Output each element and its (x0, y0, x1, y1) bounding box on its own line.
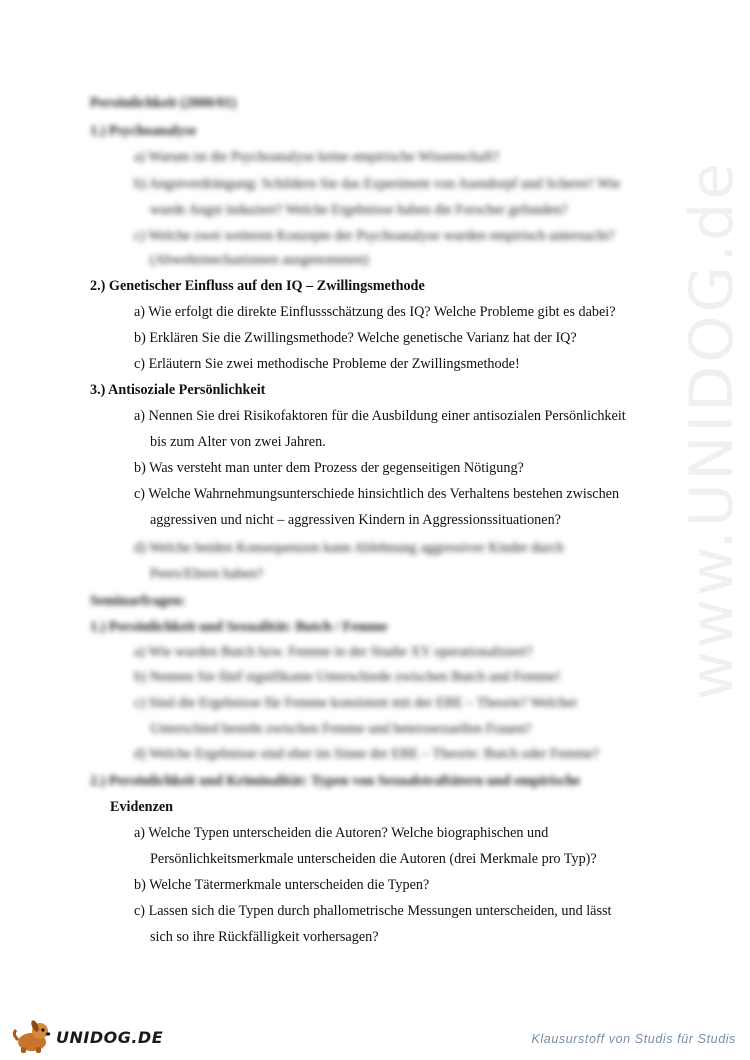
question-continuation: Peers/Eltern haben? (150, 566, 264, 582)
question: c) Lassen sich die Typen durch phallometrische Messungen unterscheiden, und lässt (134, 903, 612, 919)
question: a) Wie wurden Butch bzw. Femme in der Studie XY operationalisiert? (134, 644, 533, 660)
question: a) Welche Typen unterscheiden die Autoren? Welche biographischen und (134, 825, 549, 841)
question: a) Wie erfolgt die direkte Einflussschätzung des IQ? Welche Probleme gibt es dabei? (134, 304, 616, 320)
question: b) Erklären Sie die Zwillingsmethode? Welche genetische Varianz hat der IQ? (134, 330, 577, 346)
question-continuation: aggressiven und nicht – aggressiven Kindern in Aggressionssituationen? (150, 512, 561, 528)
question-continuation: bis zum Alter von zwei Jahren. (150, 434, 326, 450)
question-continuation: Unterschied besteht zwischen Femme und heterosexuellen Frauen? (150, 721, 532, 737)
question: c) Welche Wahrnehmungsunterschiede hinsichtlich des Verhaltens bestehen zwischen (134, 486, 620, 502)
question: d) Welche beiden Konsequenzen kann Ablehnung aggressiver Kinder durch (134, 540, 564, 556)
section-heading: Seminarfragen: (90, 593, 186, 609)
section-heading: 2.) Persönlichkeit und Kriminalität: Typen von Sexualstraftätern und empirische (90, 773, 581, 789)
document-title: Persönlichkeit (2000/01) (90, 95, 237, 111)
logo-text: UNIDOG.DE (56, 1028, 164, 1047)
section-heading-continuation: Evidenzen (110, 799, 174, 815)
watermark: www.UNIDOG.de (677, 159, 747, 701)
section-heading: 3.) Antisoziale Persönlichkeit (90, 382, 266, 398)
question: b) Angstverdrängung: Schildern Sie das Experiment von Asendorpf und Scherer! Wie (134, 176, 621, 192)
question-continuation: sich so ihre Rückfälligkeit vorhersagen? (150, 929, 379, 945)
section-heading: 1.) Psychoanalyse (90, 123, 197, 139)
section-heading: 1.) Persönlichkeit und Sexualität: Butch / Femme (90, 619, 388, 635)
question: c) Erläutern Sie zwei methodische Probleme der Zwillingsmethode! (134, 356, 520, 372)
question: c) Sind die Ergebnisse für Femme konsistent mit der EBE – Theorie? Welcher (134, 695, 578, 711)
unidog-logo (10, 1018, 164, 1054)
question-continuation: Persönlichkeitsmerkmale unterscheiden die Autoren (drei Merkmale pro Typ)? (150, 851, 597, 867)
question: b) Welche Tätermerkmale unterscheiden die Typen? (134, 877, 430, 893)
question: a) Nennen Sie drei Risikofaktoren für die Ausbildung einer antisozialen Persönlichkeit (134, 408, 626, 424)
footer-tagline: Klausurstoff von Studis für Studis (531, 1032, 736, 1046)
question: a) Warum ist die Psychoanalyse keine empirische Wissenschaft? (134, 149, 500, 165)
question: b) Was versteht man unter dem Prozess der gegenseitigen Nötigung? (134, 460, 524, 476)
dog-icon (10, 1018, 54, 1054)
question: b) Nennen Sie fünf signifikante Unterschiede zwischen Butch und Femme! (134, 669, 561, 685)
section-heading: 2.) Genetischer Einfluss auf den IQ – Zwillingsmethode (90, 278, 425, 294)
question-continuation: (Abwehrmechanismen ausgenommen) (150, 252, 369, 268)
question: d) Welche Ergebnisse sind eher im Sinne der EBE – Theorie: Butch oder Femme? (134, 746, 599, 762)
question: c) Welche zwei weiteren Konzepte der Psychoanalyse wurden empirisch untersucht? (134, 228, 615, 244)
question-continuation: wurde Angst induziert? Welche Ergebnisse haben die Forscher gefunden? (150, 202, 568, 218)
